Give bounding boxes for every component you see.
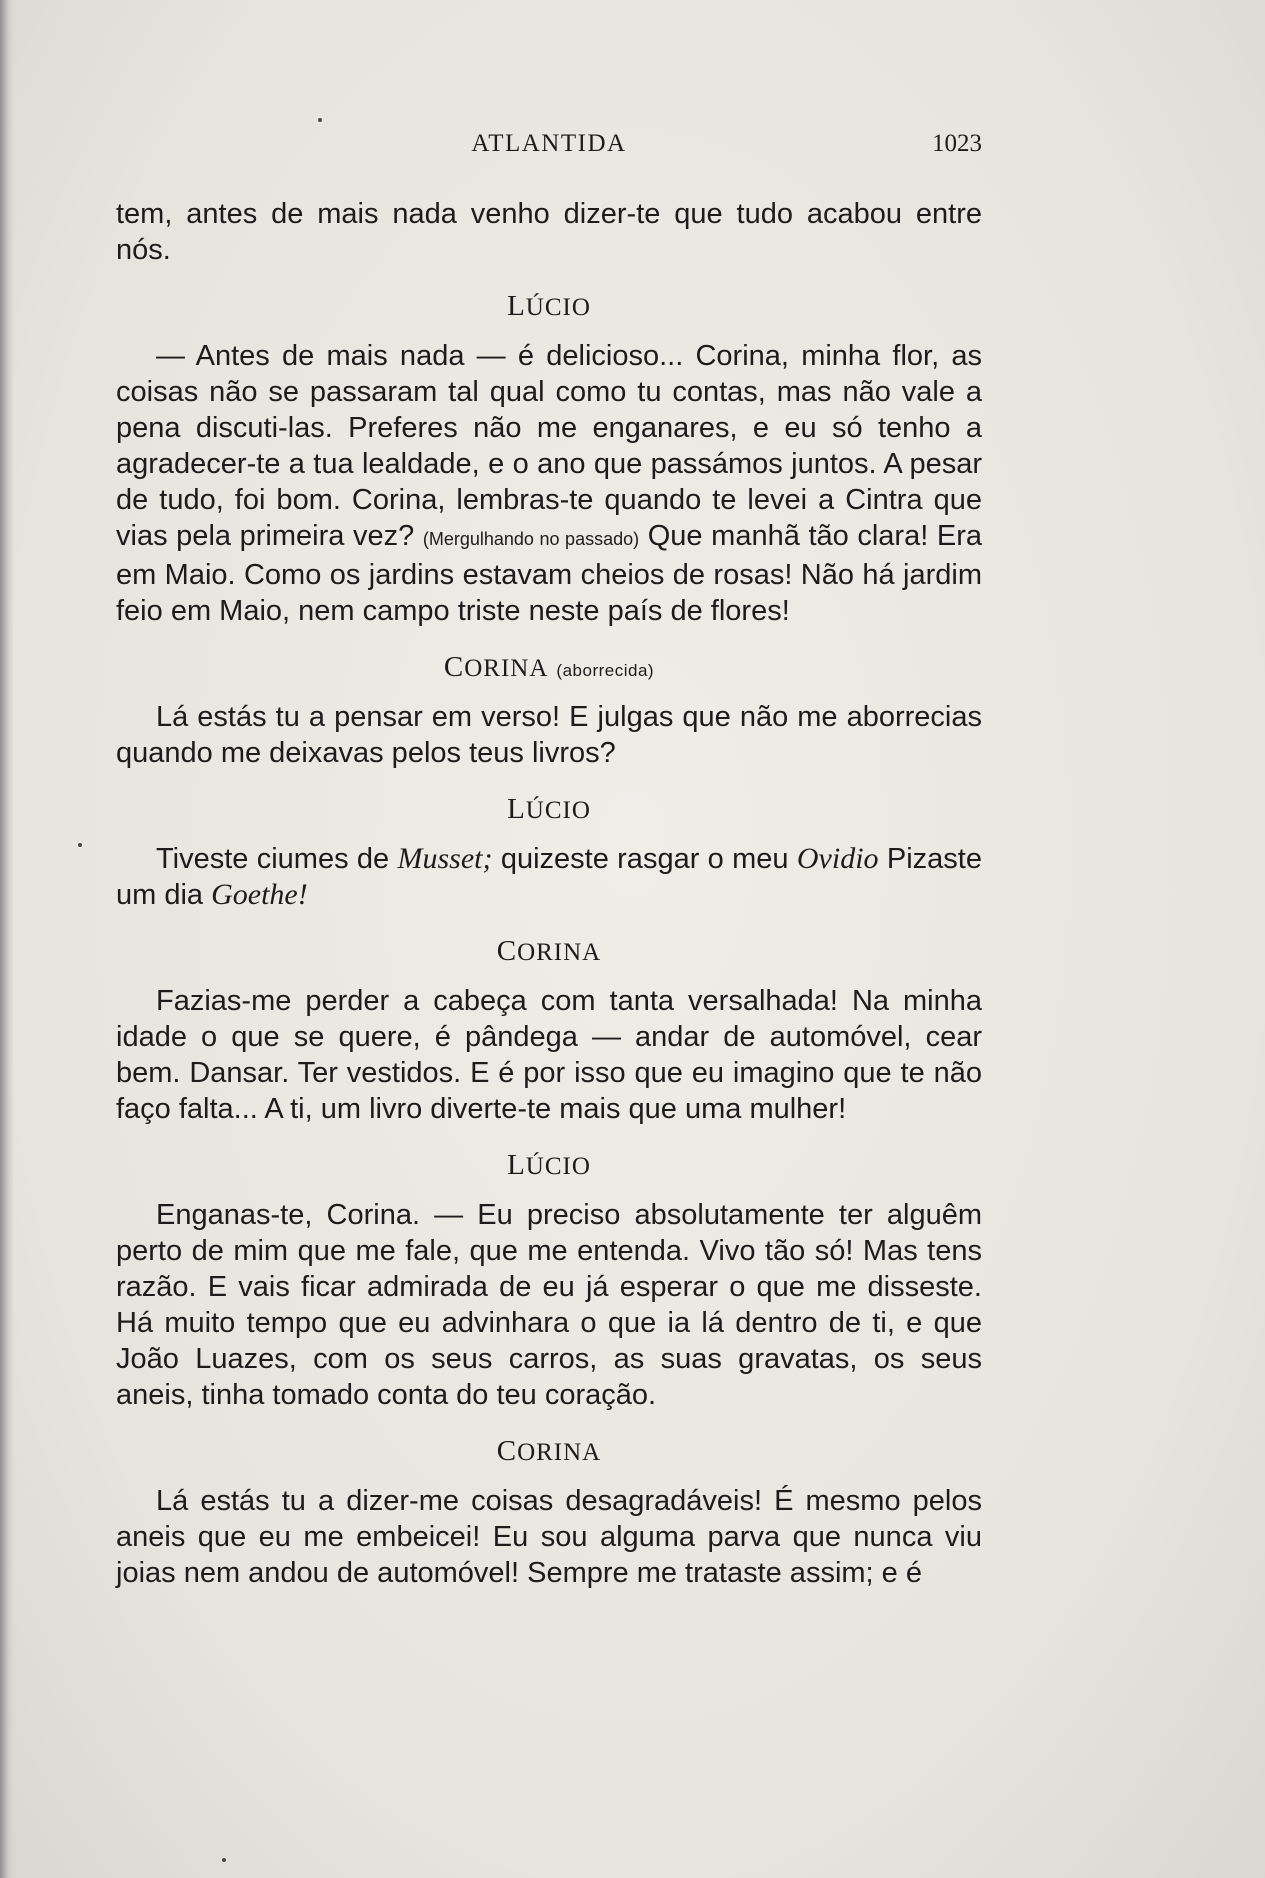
paragraph: Lá estás tu a pensar em verso! E julgas que não me aborrecias quando me deixavas pelos teus livros? — [116, 701, 982, 769]
speaker-name — [116, 288, 982, 324]
speaker-rest: ÚCIO — [525, 797, 591, 824]
stage-direction: (aborrecida) — [556, 661, 655, 680]
dialogue-text: Pizaste um dia — [116, 843, 982, 911]
paragraph — [116, 841, 982, 913]
speaker-rest: ORINA — [464, 655, 549, 682]
speaker-initial: L — [507, 290, 526, 322]
speaker-name — [116, 1433, 982, 1469]
dialogue-text: — Antes de mais nada — é delicioso... Corina, minha flor, as coisas não se passaram tal qual como tu contas, mas não vale a pena discuti-las. Preferes não me enganares, e eu só tenho a agradecer-te a tua lealdade, e o ano que passámos juntos. A pesar de tudo, foi bom. Corina, lembras-te quando te levei a Cintra que vias pela primeira vez? — [116, 340, 982, 552]
running-title: ATLANTIDA — [471, 130, 627, 157]
print-speck — [78, 843, 82, 847]
speaker-rest: ÚCIO — [525, 1153, 591, 1180]
dialogue-text: Que manhã tão clara! Era em Maio. Como os jardins estavam cheios de rosas! Não há jardim feio em Maio, nem campo triste neste país de flores! — [116, 520, 983, 627]
page-number: 1023 — [932, 130, 982, 157]
speaker-name — [116, 933, 982, 969]
page-edge-shadow — [0, 0, 14, 1878]
paragraph: Lá estás tu a dizer-me coisas desagradáveis! É mesmo pelos aneis que eu me embeicei! Eu sou alguma parva que nunca viu joias nem andou de automóvel! Sempre me trataste assim; e é — [116, 1485, 982, 1589]
speaker-rest: ORINA — [517, 939, 602, 966]
speaker-rest: ORINA — [517, 1439, 602, 1466]
paragraph — [116, 338, 982, 629]
author-name: Musset; — [397, 842, 493, 875]
speaker-name — [116, 649, 982, 685]
page-header — [116, 126, 982, 162]
page-body — [116, 196, 982, 1591]
dialogue-text: Tiveste ciumes de — [156, 843, 390, 875]
print-speck — [318, 118, 322, 122]
paragraph: Fazias-me perder a cabeça com tanta versalhada! Na minha idade o que se quere, é pândega — andar de automóvel, cear bem. Dansar. Ter vestidos. E é por isso que eu imagino que te não faço falta... A ti, um livro diverte-te mais que uma mulher! — [116, 985, 982, 1125]
speaker-initial: C — [496, 935, 518, 967]
author-name: Goethe! — [211, 878, 308, 911]
speaker-initial: C — [496, 1435, 518, 1467]
speaker-rest: ÚCIO — [525, 294, 591, 321]
speaker-name — [116, 1147, 982, 1183]
speaker-initial: L — [507, 793, 526, 825]
print-speck — [222, 1858, 226, 1862]
speaker-initial: C — [443, 651, 465, 683]
dialogue-text: quizeste rasgar o meu — [500, 843, 789, 875]
stage-direction: (Mergulhando no passado) — [422, 529, 640, 549]
speaker-name — [116, 791, 982, 827]
speaker-initial: L — [507, 1149, 526, 1181]
paragraph: Enganas-te, Corina. — Eu preciso absolutamente ter alguêm perto de mim que me fale, que me entenda. Vivo tão só! Mas tens razão. E vais ficar admirada de eu já esperar o que me disseste. Há muito tempo que eu advinhara o que ia lá dentro de ti, e que João Luazes, com os seus carros, as suas gravatas, os seus aneis, tinha tomado conta do teu coração. — [116, 1199, 982, 1411]
paragraph: tem, antes de mais nada venho dizer-te que tudo acabou entre nós. — [116, 198, 982, 266]
author-name: Ovidio — [796, 842, 879, 875]
